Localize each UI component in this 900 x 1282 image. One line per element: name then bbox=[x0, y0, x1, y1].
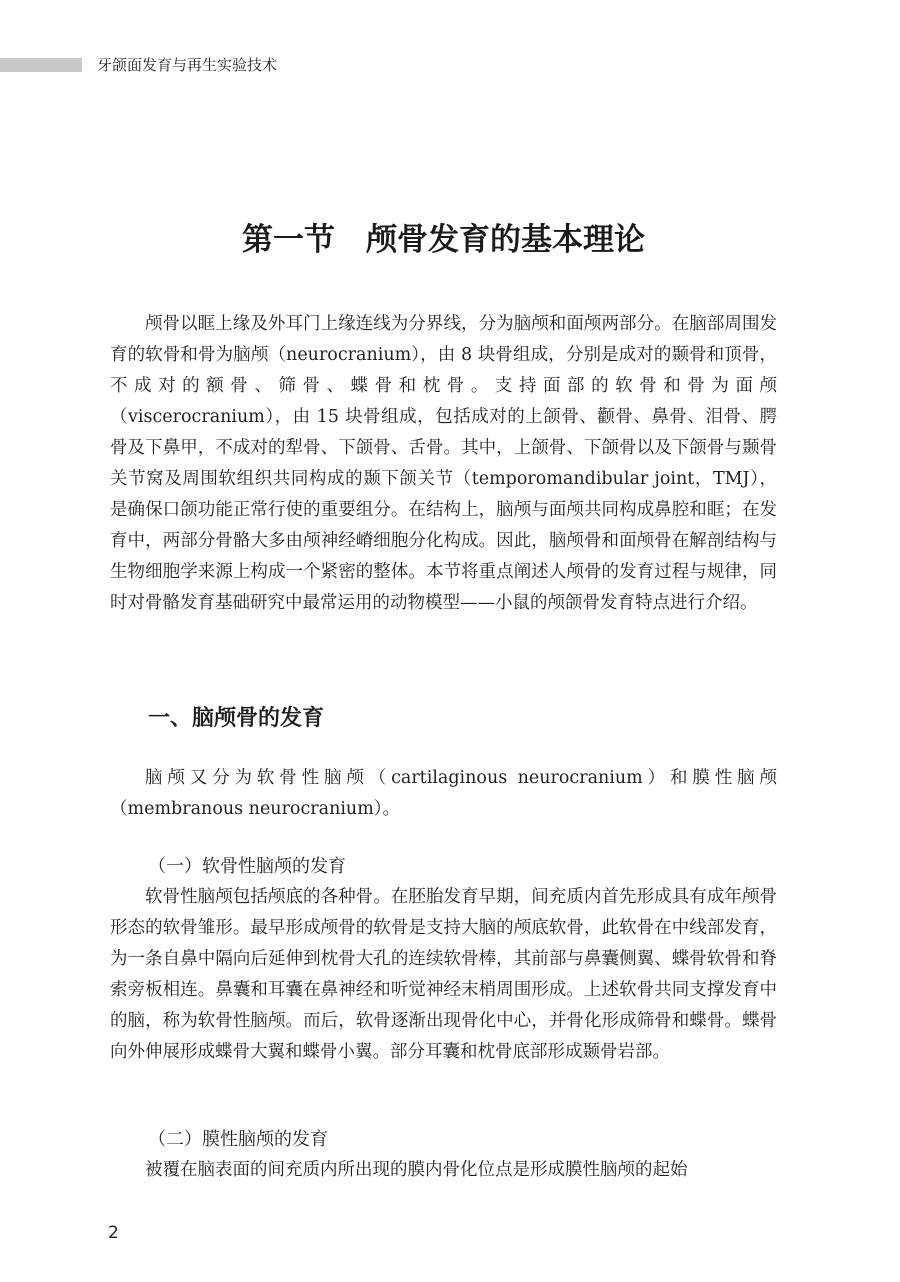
part1-paragraph: 软骨性脑颅包括颅底的各种骨。在胚胎发育早期，间充质内首先形成具有成年颅骨形态的软骨雏形。最早形成颅骨的软骨是支持大脑的颅底软骨，此软骨在中线部发育，为一条自鼻中隔向后延伸到枕骨大孔的连续软骨棒，其前部与鼻囊侧翼、蝶骨软骨和脊索旁板相连。鼻囊和耳囊在鼻神经和听觉神经末梢周围形成。上述软骨共同支撑发育中的脑，称为软骨性脑颅。而后，软骨逐渐出现骨化中心，并骨化形成筛骨和蝶骨。蝶骨向外伸展形成蝶骨大翼和蝶骨小翼。部分耳囊和枕骨底部形成颞骨岩部。 bbox=[110, 887, 777, 1062]
part2-paragraph: 被覆在脑表面的间充质内所出现的膜内骨化位点是形成膜性脑颅的起始 bbox=[145, 1160, 688, 1180]
page-number: 2 bbox=[108, 1223, 119, 1243]
subsection-heading: 一、脑颅骨的发育 bbox=[148, 706, 325, 731]
part1-heading: （一）软骨性脑颅的发育 bbox=[148, 856, 346, 877]
running-header-title: 牙颌面发育与再生实验技术 bbox=[97, 56, 278, 74]
subsection-intro-paragraph: 脑颅又分为软骨性脑颅（cartilaginous neurocranium）和膜性脑颅（membranous neurocranium）。 bbox=[110, 768, 777, 819]
section-intro-paragraph: 颅骨以眶上缘及外耳门上缘连线为分界线，分为脑颅和面颅两部分。在脑部周围发育的软骨和骨为脑颅（neurocranium），由 8 块骨组成，分别是成对的颞骨和顶骨，不成对的额骨、筛骨、蝶骨和枕骨。支持面部的软骨和骨为面颅（viscerocranium），由 15 块骨组成，包括成对的上颌骨、颧骨、鼻骨、泪骨、腭骨及下鼻甲，不成对的犁骨、下颌骨、舌骨。其中，上颌骨、下颌骨以及下颌骨与颞骨关节窝及周围软组织共同构成的颞下颌关节（temporomandibular joint，TMJ），是确保口颌功能正常行使的重要组分。在结构上，脑颅与面颅共同构成鼻腔和眶；在发育中，两部分骨骼大多由颅神经嵴细胞分化构成。因此，脑颅骨和面颅骨在解剖结构与生物细胞学来源上构成一个紧密的整体。本节将重点阐述人颅骨的发育过程与规律，同时对骨骼发育基础研究中最常运用的动物模型——小鼠的颅颌骨发育特点进行介绍。 bbox=[110, 314, 777, 613]
part2-heading: （二）膜性脑颅的发育 bbox=[148, 1129, 328, 1150]
header-decoration-bar bbox=[0, 58, 82, 72]
section-title: 第一节 颅骨发育的基本理论 bbox=[242, 222, 645, 258]
